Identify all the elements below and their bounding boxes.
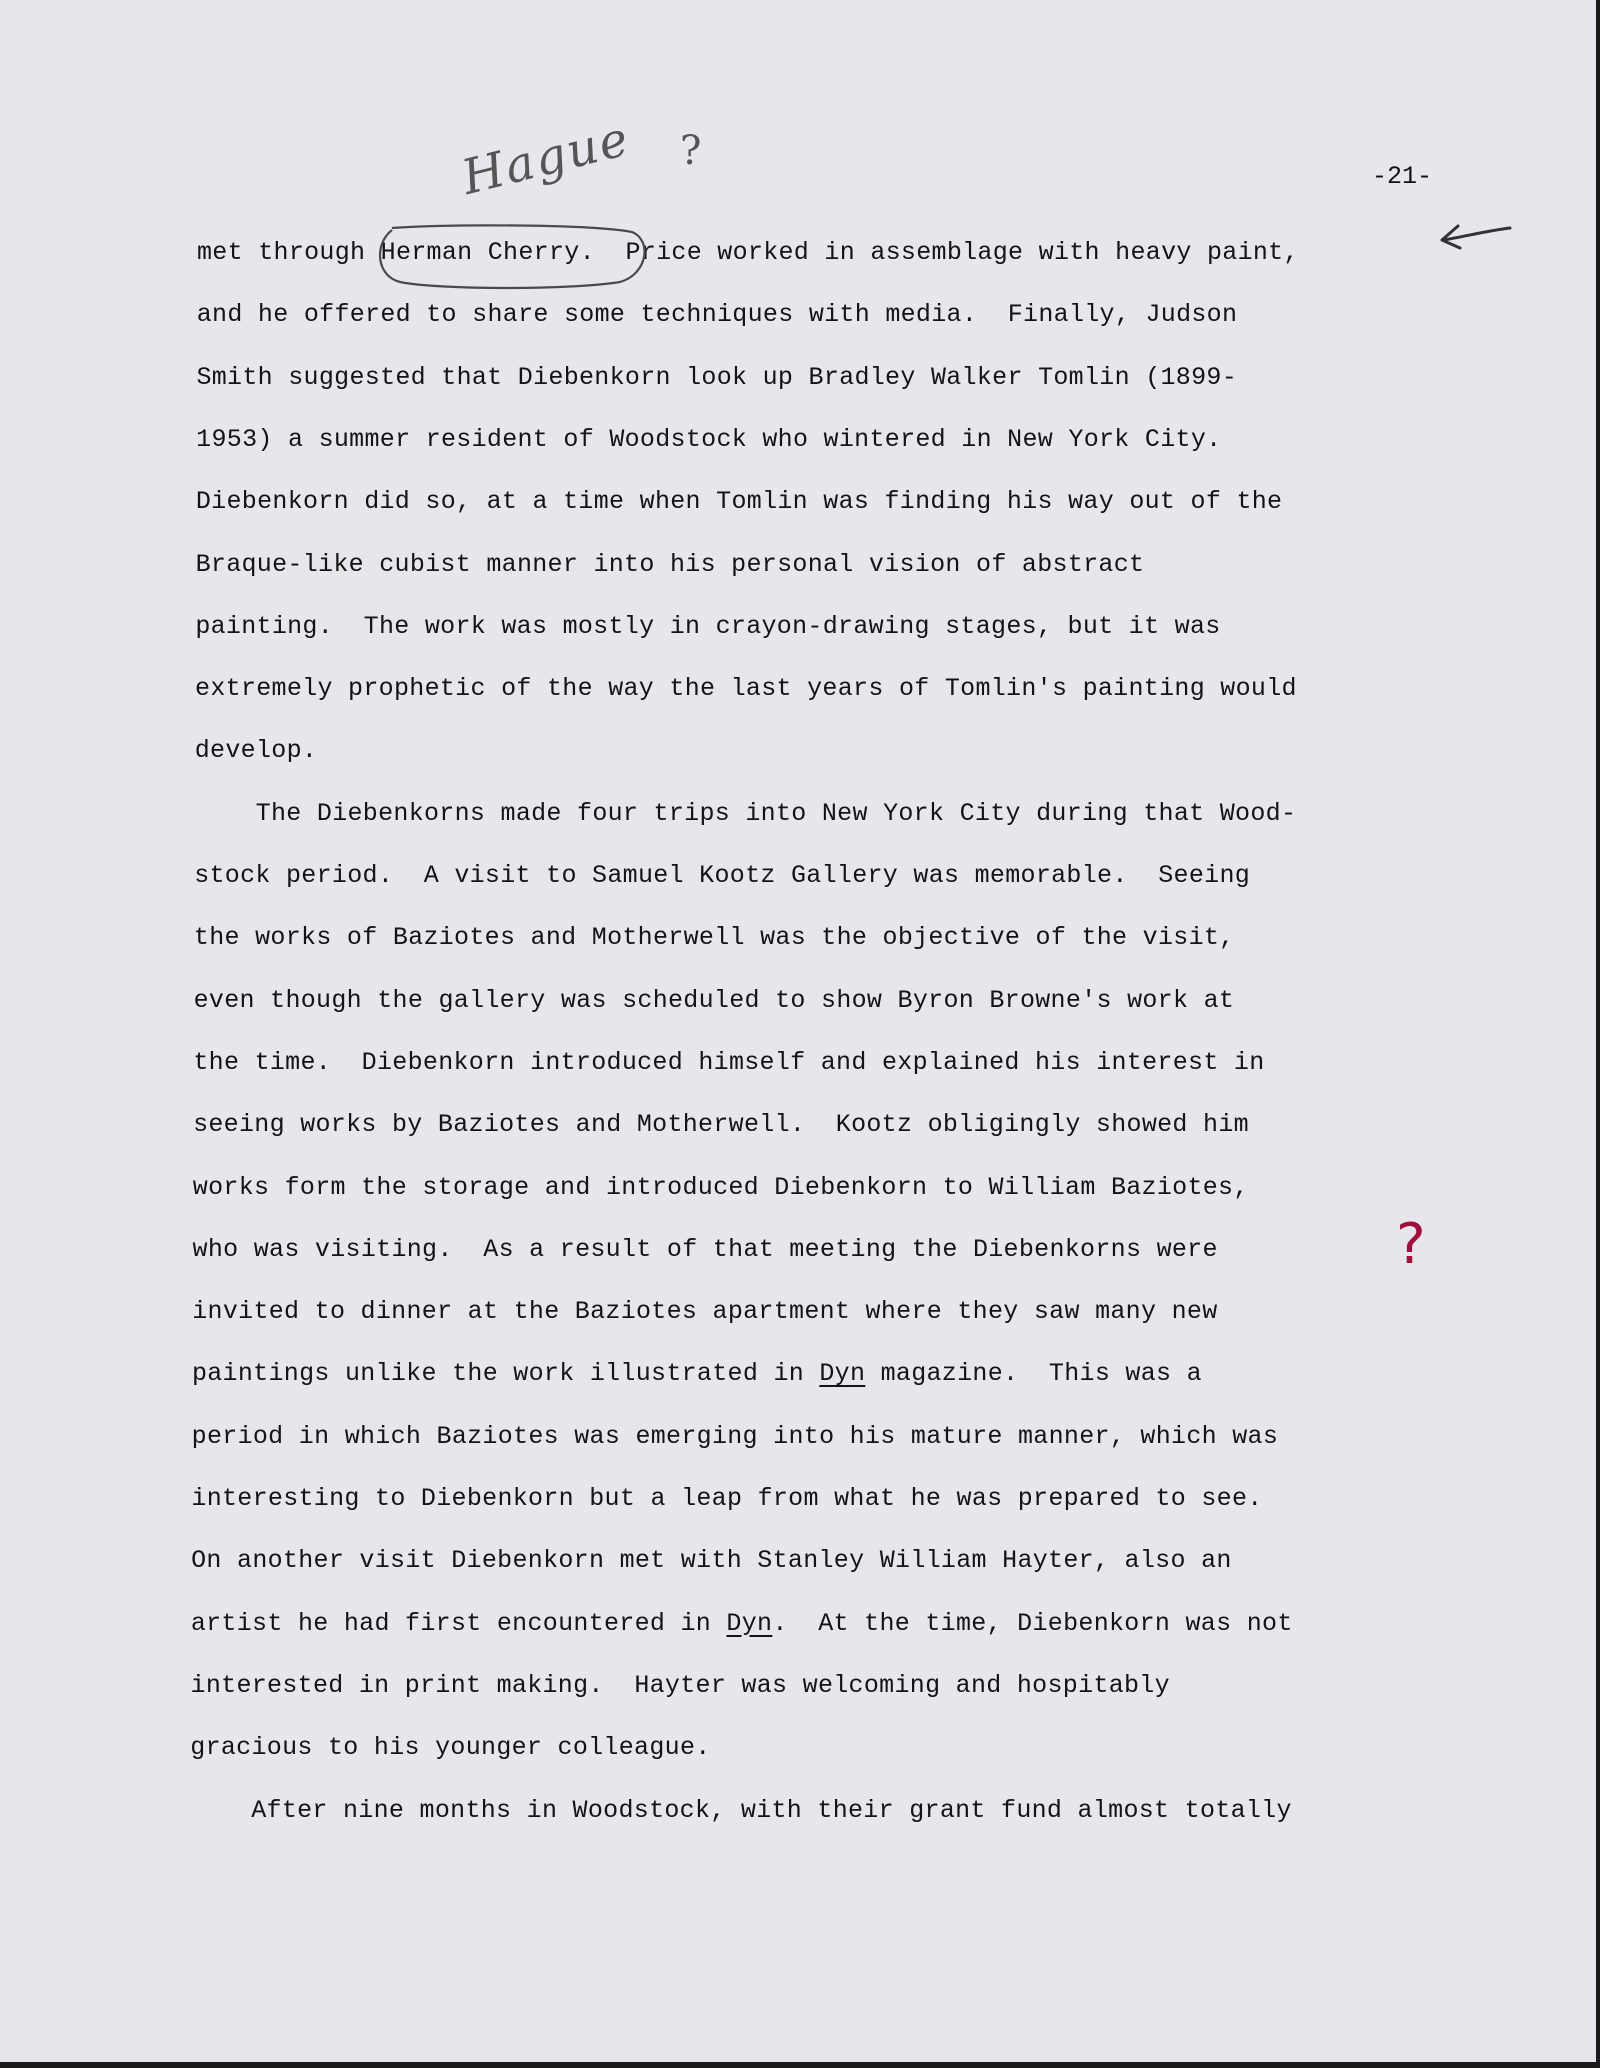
red-query-mark: ? [1396,1212,1426,1277]
text-line [193,1173,1249,1203]
text-line [191,1546,1232,1576]
text-span: Diebenkorn did so, at a time when Tomlin was finding his way out of the [195,487,1283,517]
text-span: the works of Baziotes and Motherwell was the objective of the visit, [193,923,1235,953]
text-line [197,300,1238,330]
text-span: Smith suggested that Diebenkorn look up Bradley Walker Tomlin (1899- [196,362,1238,392]
text-line [193,1110,1249,1140]
text-span: works form the storage and introduced Diebenkorn to William Baziotes, [192,1172,1249,1202]
text-span: develop. [194,736,318,766]
circled-name: Herman Cherry. [380,238,595,267]
text-line [196,550,1145,580]
text-span: The Diebenkorns made four trips into New York City during that Wood- [194,798,1297,828]
text-span: Price worked in assemblage with heavy paint, [594,238,1299,267]
text-line [192,1422,1278,1452]
text-line [191,1484,1262,1514]
text-line [191,1609,1293,1639]
text-line [196,425,1221,455]
text-span: stock period. A visit to Samuel Kootz Gallery was memorable. Seeing [194,861,1251,890]
text-line [191,1671,1170,1701]
text-span: the time. Diebenkorn introduced himself and explained his interest in [193,1047,1265,1077]
text-span: extremely prophetic of the way the last years of Tomlin's painting would [195,674,1297,704]
text-line [190,1733,710,1763]
text-span: . At the time, Diebenkorn was not [772,1608,1293,1638]
page-number: -21- [1372,162,1433,191]
text-span: painting. The work was mostly in crayon-drawing stages, but it was [195,611,1221,641]
text-line [194,861,1250,891]
text-line [196,487,1282,517]
text-span: magazine. This was a [865,1359,1202,1389]
text-span: invited to dinner at the Baziotes apartment where they saw many new [192,1297,1218,1327]
left-arrow-icon [1436,218,1516,258]
text-span: After nine months in Woodstock, with their grant fund almost totally [190,1795,1292,1825]
text-line [194,986,1235,1016]
text-span: who was visiting. As a result of that meeting the Diebenkorns were [192,1234,1218,1264]
handwritten-name-annotation: Hague [456,110,636,206]
text-line [190,1796,1292,1826]
text-line [194,799,1296,829]
text-span: Braque-like cubist manner into his personal vision of abstract [195,549,1145,579]
text-span: and he offered to share some techniques with media. Finally, Judson [196,300,1238,330]
text-line [195,736,317,766]
text-line [195,612,1220,642]
text-span: seeing works by Baziotes and Motherwell. Kootz obligingly showed him [193,1110,1249,1140]
text-span: paintings unlike the work illustrated in [191,1359,820,1389]
text-line [193,1235,1218,1265]
text-span: interested in print making. Hayter was welcoming and hospitably [190,1670,1170,1700]
text-line [196,363,1237,393]
text-line [197,238,1299,268]
text-span: period in which Baziotes was emerging into his mature manner, which was [191,1421,1279,1451]
text-line [193,1048,1264,1078]
text-line [192,1297,1217,1327]
text-span: gracious to his younger colleague. [190,1733,711,1763]
text-line [195,674,1297,704]
text-line [192,1359,1202,1389]
text-span: met through [197,238,381,267]
text-span: even though the gallery was scheduled to show Byron Browne's work at [193,985,1235,1015]
handwritten-query-mark: ? [680,128,702,174]
text-span: 1953) a summer resident of Woodstock who wintered in New York City. [196,424,1222,454]
text-span: On another visit Diebenkorn met with Stanley William Hayter, also an [191,1546,1232,1576]
text-span: interesting to Diebenkorn but a leap from what he was prepared to see. [191,1484,1263,1513]
text-span: artist he had first encountered in [190,1608,727,1638]
underlined-title: Dyn [726,1608,773,1638]
text-line [194,923,1235,953]
underlined-title: Dyn [819,1359,866,1389]
